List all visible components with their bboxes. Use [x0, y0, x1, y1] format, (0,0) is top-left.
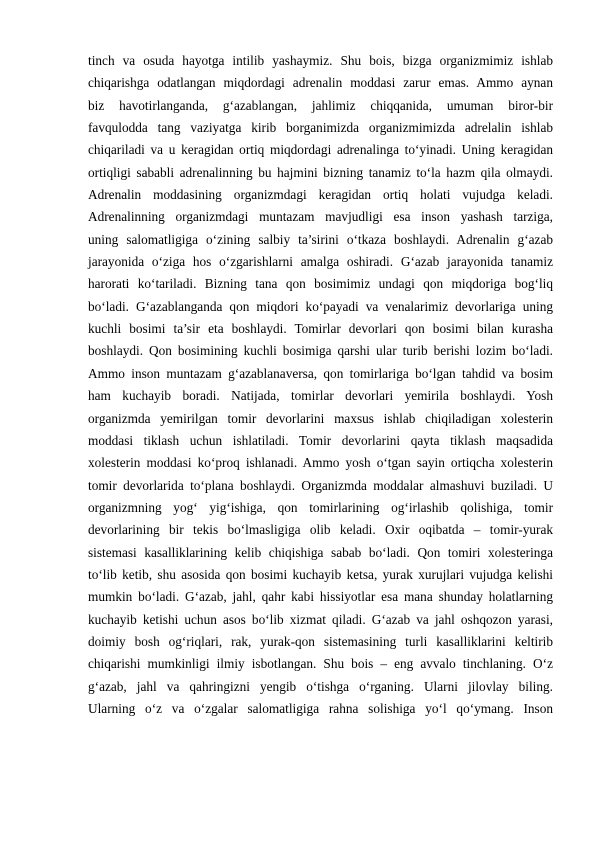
text-line: uning salomatligiga o‘zining salbiy ta’sirini o‘tkaza boshlaydi. Adrenalin g‘azab	[88, 231, 553, 247]
text-line: ham kuchayib boradi. Natijada, tomirlar devorlari yemirila boshlaydi. Yosh	[88, 388, 553, 404]
text-line: doimiy bosh og‘riqlari, rak, yurak-qon sistemasining turli kasalliklarini keltirib	[88, 633, 553, 649]
text-line: Ammo inson muntazam g‘azablanaversa, qon tomirlariga bo‘lgan tahdid va bosim	[88, 365, 553, 381]
text-line: chiqariladi va u keragidan ortiq miqdordagi adrenalinga to‘yinadi. Uning keragidan	[88, 142, 553, 158]
text-line: mumkin bo‘ladi. G‘azab, jahl, qahr kabi hissiyotlar esa mana shunday holatlarning	[88, 589, 553, 605]
text-line: boshlaydi. Qon bosimining kuchli bosimiga qarshi ular turib berishi lozim bo‘ladi.	[88, 343, 553, 359]
text-line: xolesterin moddasi ko‘proq ishlanadi. Ammo yosh o‘tgan sayin ortiqcha xolesterin	[88, 455, 553, 471]
text-line: moddasi tiklash uchun ishlatiladi. Tomir devorlarini qayta tiklash maqsadida	[88, 432, 553, 448]
text-line: bo‘ladi. G‘azablanganda qon miqdori ko‘payadi va venalarimiz devorlariga uning	[88, 298, 553, 314]
text-line: Adrenalinning organizmdagi muntazam mavjudligi esa inson yashash tarziga,	[88, 209, 553, 225]
text-line: kuchli bosimi ta’sir eta boshlaydi. Tomirlar devorlari qon bosimi bilan kurasha	[88, 321, 553, 337]
text-line: devorlarining bir tekis bo‘lmasligiga olib keladi. Oxir oqibatda – tomir-yurak	[88, 522, 553, 538]
text-line: chiqarishga odatlangan miqdordagi adrenalin moddasi zarur emas. Ammo aynan	[88, 75, 553, 91]
text-line: biz havotirlanganda, g‘azablangan, jahlimiz chiqqanida, umuman biror-bir	[88, 97, 553, 113]
text-line: sistemasi kasalliklarining kelib chiqishiga sabab bo‘ladi. Qon tomiri xolesteringa	[88, 544, 553, 560]
text-line: tinch va osuda hayotga intilib yashaymiz. Shu bois, bizga organizmimiz ishlab	[88, 53, 553, 68]
text-line: g‘azab, jahl va qahringizni yengib o‘tishga o‘rganing. Ularni jilovlay biling.	[88, 678, 553, 694]
text-line: harorati ko‘tariladi. Bizning tana qon bosimimiz undagi qon miqdoriga bog‘liq	[88, 276, 553, 292]
text-line: organizmning yog‘ yig‘ishiga, qon tomirlarining og‘irlashib qolishiga, tomir	[88, 499, 553, 515]
text-line: chiqarishi mumkinligi ilmiy isbotlangan. Shu bois – eng avvalo tinchlaning. O‘z	[88, 656, 553, 672]
text-line: ortiqligi sababli adrenalinning bu hajmini bizning tanamiz to‘la hazm qila olmaydi.	[88, 164, 553, 180]
body-text	[88, 50, 553, 720]
text-line: favqulodda tang vaziyatga kirib borganimizda organizmimizda adrelalin ishlab	[88, 120, 553, 136]
text-line: to‘lib ketib, shu asosida qon bosimi kuchayib ketsa, yurak xurujlari vujudga kelishi	[88, 566, 553, 582]
text-line: organizmda yemirilgan tomir devorlarini maxsus ishlab chiqiladigan xolesterin	[88, 410, 553, 426]
text-line: tomir devorlarida to‘plana boshlaydi. Organizmda moddalar almashuvi buziladi. U	[88, 477, 553, 493]
text-line: Ularning o‘z va o‘zgalar salomatligiga rahna solishiga yo‘l qo‘ymang. Inson	[88, 700, 553, 716]
text-line: jarayonida o‘ziga hos o‘zgarishlarni amalga oshiradi. G‘azab jarayonida tanamiz	[88, 254, 553, 270]
text-line: kuchayib ketishi uchun asos bo‘lib xizmat qiladi. G‘azab va jahl oshqozon yarasi,	[88, 611, 553, 627]
text-line: Adrenalin moddasining organizmdagi keragidan ortiq holati vujudga keladi.	[88, 187, 553, 203]
